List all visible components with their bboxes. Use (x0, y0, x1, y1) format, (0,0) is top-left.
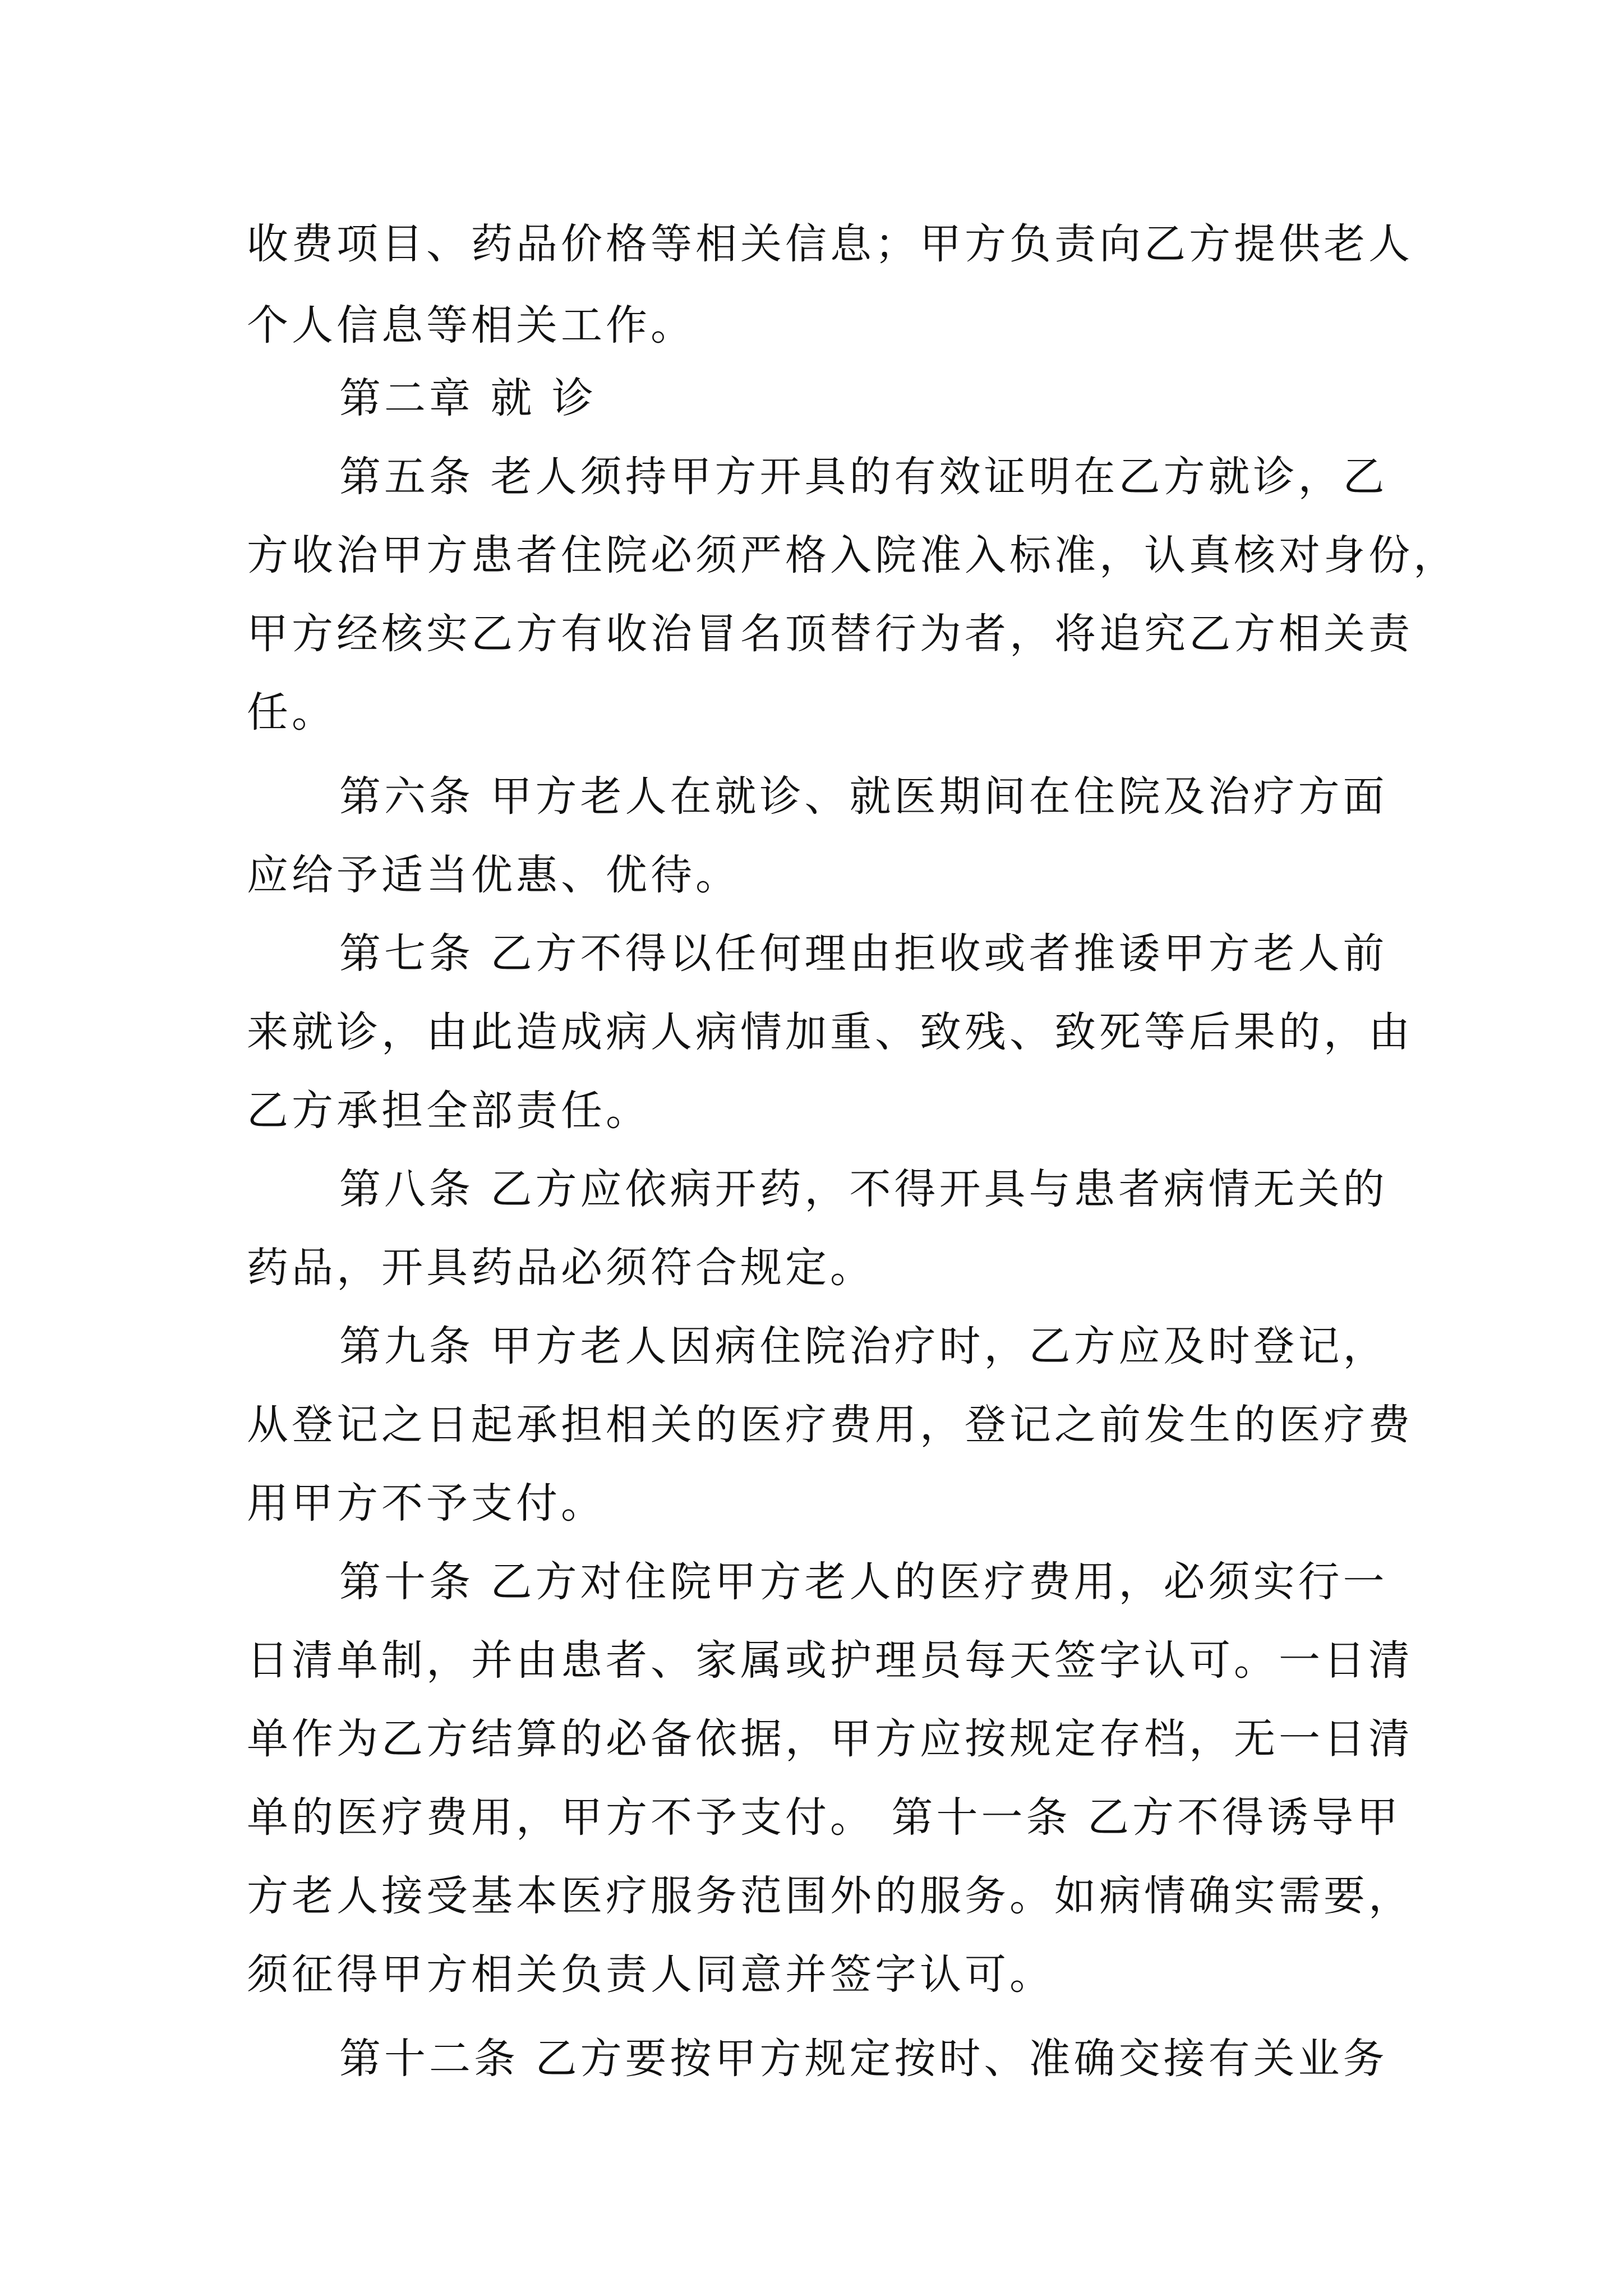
text-line-7: 任。 (247, 688, 336, 737)
text-line-11: 来就诊，由此造成病人病情加重、致残、致死等后果的，由 (247, 1008, 1413, 1056)
text-line-8: 第六条 甲方老人在就诊、就医期间在住院及治疗方面 (339, 772, 1388, 821)
text-line-12: 乙方承担全部责任。 (247, 1087, 651, 1135)
text-line-22: 方老人接受基本医疗服务范围外的服务。如病情确实需要， (247, 1872, 1413, 1920)
text-line-10: 第七条 乙方不得以任何理由拒收或者推诿甲方老人前 (339, 930, 1388, 978)
text-line-1: 收费项目、药品价格等相关信息；甲方负责向乙方提供老人 (247, 220, 1413, 268)
text-line-2: 个人信息等相关工作。 (247, 301, 695, 349)
text-line-17: 用甲方不予支付。 (247, 1479, 606, 1527)
text-line-15: 第九条 甲方老人因病住院治疗时，乙方应及时登记， (339, 1322, 1388, 1370)
text-line-20: 单作为乙方结算的必备依据，甲方应按规定存档，无一日清 (247, 1715, 1413, 1763)
text-line-5: 方收治甲方患者住院必须严格入院准入标准，认真核对身份， (247, 531, 1458, 579)
text-line-24: 第十二条 乙方要按甲方规定按时、准确交接有关业务 (339, 2035, 1388, 2083)
text-line-19: 日清单制，并由患者、家属或护理员每天签字认可。一日清 (247, 1636, 1413, 1685)
chapter-heading: 第二章 就 诊 (339, 374, 597, 422)
text-line-6: 甲方经核实乙方有收治冒名顶替行为者，将追究乙方相关责 (247, 610, 1413, 658)
text-line-14: 药品，开具药品必须符合规定。 (247, 1244, 875, 1292)
text-line-4: 第五条 老人须持甲方开具的有效证明在乙方就诊，乙 (339, 453, 1388, 501)
text-line-9: 应给予适当优惠、优待。 (247, 851, 740, 899)
text-line-13: 第八条 乙方应依病开药，不得开具与患者病情无关的 (339, 1165, 1388, 1213)
text-line-16: 从登记之日起承担相关的医疗费用，登记之前发生的医疗费 (247, 1401, 1413, 1449)
text-line-21: 单的医疗费用，甲方不予支付。 第十一条 乙方不得诱导甲 (247, 1793, 1402, 1842)
text-line-18: 第十条 乙方对住院甲方老人的医疗费用，必须实行一 (339, 1558, 1388, 1606)
text-line-23: 须征得甲方相关负责人同意并签字认可。 (247, 1950, 1054, 1999)
